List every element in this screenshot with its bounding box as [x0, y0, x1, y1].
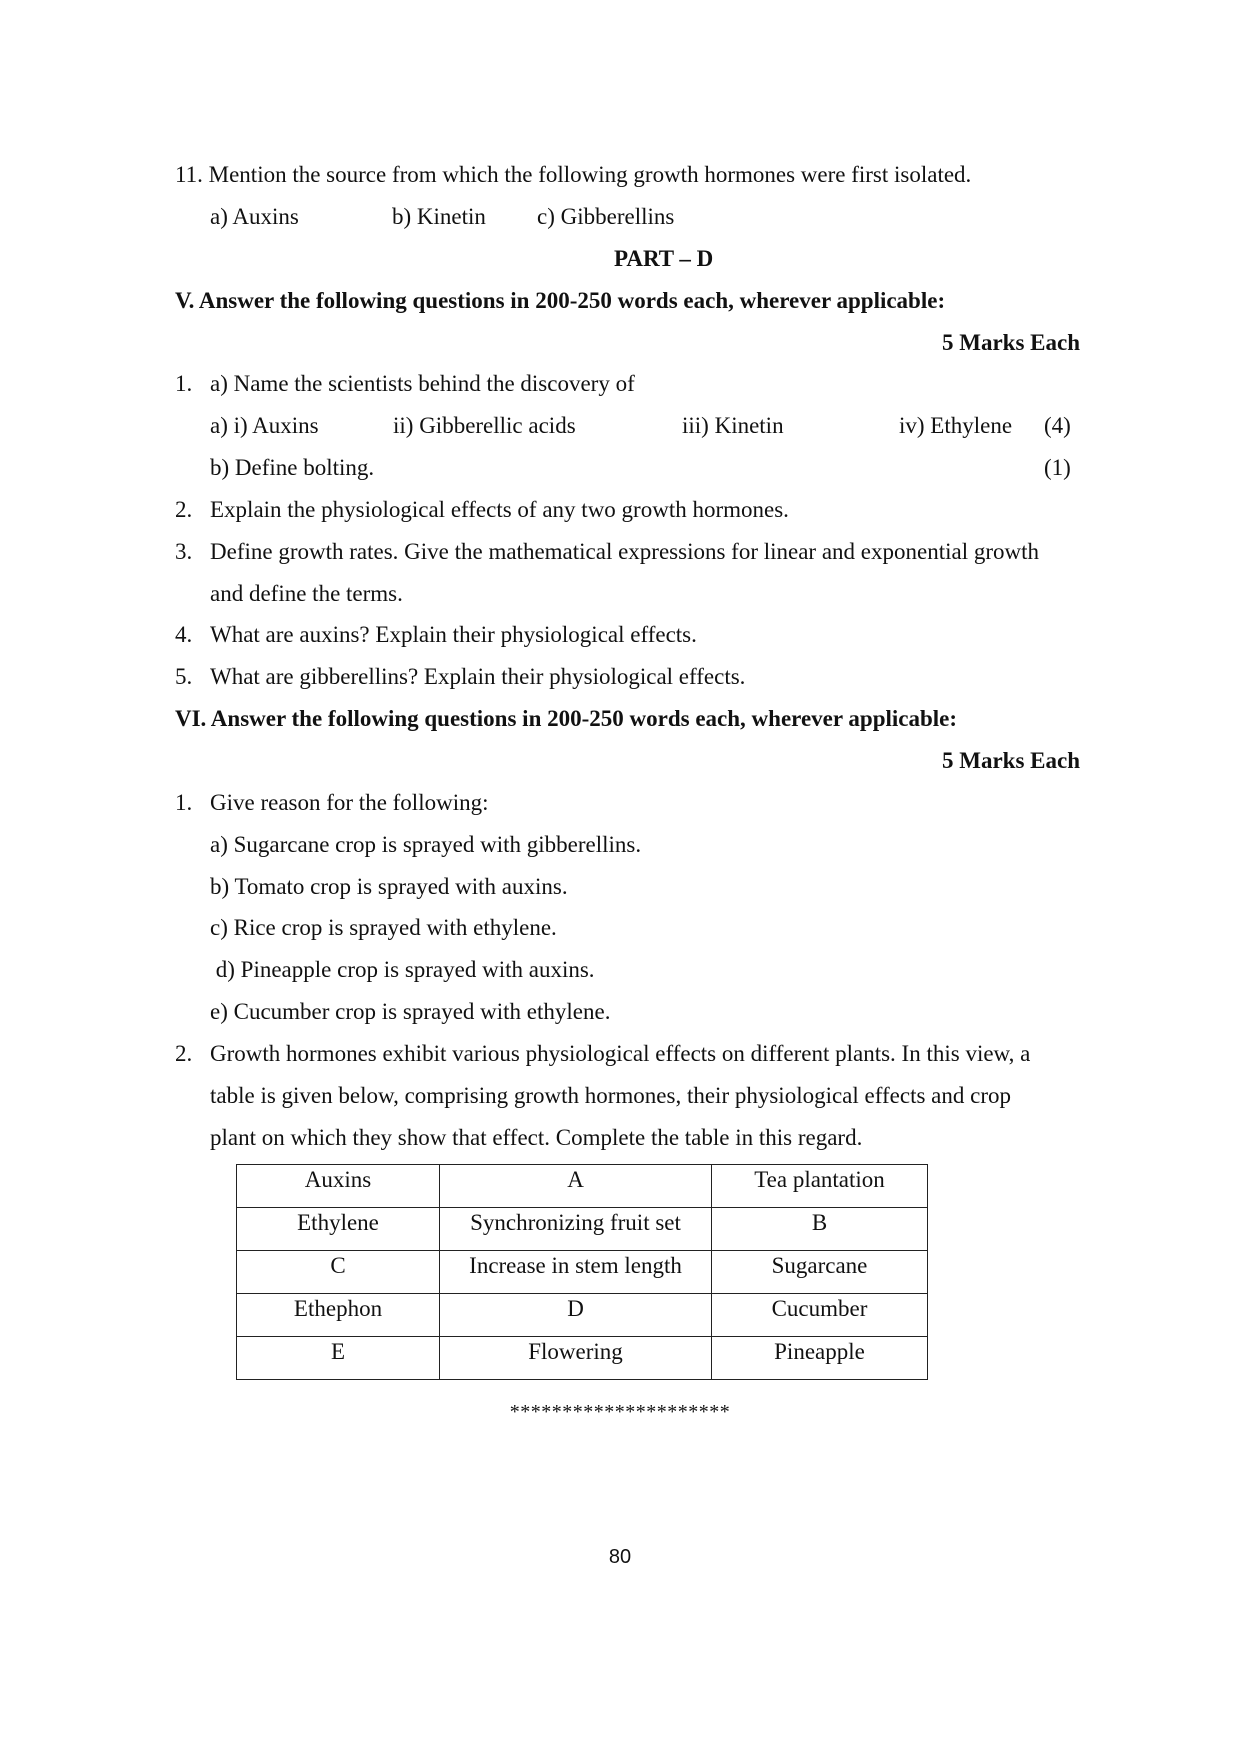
table-cell: Synchronizing fruit set: [440, 1208, 712, 1251]
s6-q1-a: a) Sugarcane crop is sprayed with gibberellins.: [210, 832, 642, 857]
part-d-heading: PART – D: [614, 246, 714, 271]
hormone-table: [236, 1164, 928, 1380]
table-cell: Ethylene: [237, 1208, 440, 1251]
table-cell: Auxins: [237, 1165, 440, 1208]
s6-q1-number: 1.: [175, 790, 193, 815]
s5-q2-text: Explain the physiological effects of any two growth hormones.: [210, 497, 789, 522]
s6-q2-line-2: table is given below, comprising growth hormones, their physiological effects and crop: [210, 1083, 1011, 1108]
q11-option-b: b) Kinetin: [392, 204, 486, 229]
table-cell: C: [237, 1251, 440, 1294]
s5-q1-option-iii: iii) Kinetin: [682, 413, 784, 438]
section-6-marks: 5 Marks Each: [942, 748, 1080, 773]
s5-q2-number: 2.: [175, 497, 193, 522]
table-cell: Ethephon: [237, 1294, 440, 1337]
s6-q1-b: b) Tomato crop is sprayed with auxins.: [210, 874, 568, 899]
s5-q3-line-2: and define the terms.: [210, 581, 403, 606]
s5-q1-number: 1.: [175, 371, 193, 396]
table-cell: Cucumber: [712, 1294, 928, 1337]
section-5-heading: V. Answer the following questions in 200-250 words each, wherever applicable:: [175, 288, 946, 313]
s5-q1-text: a) Name the scientists behind the discovery of: [210, 371, 635, 396]
end-of-section-stars: *********************: [509, 1401, 731, 1423]
s6-q1-c: c) Rice crop is sprayed with ethylene.: [210, 915, 557, 940]
q11-option-c: c) Gibberellins: [537, 204, 675, 229]
table-cell: D: [440, 1294, 712, 1337]
q11-option-a: a) Auxins: [210, 204, 299, 229]
table-cell: E: [237, 1337, 440, 1380]
s5-q1-mark-b: (1): [1044, 455, 1071, 480]
s6-q2-line-1: Growth hormones exhibit various physiological effects on different plants. In this view, a: [210, 1041, 1031, 1066]
section-6-heading: VI. Answer the following questions in 200-250 words each, wherever applicable:: [175, 706, 958, 731]
s6-q2-number: 2.: [175, 1041, 193, 1066]
table-row: [237, 1337, 928, 1380]
s5-q5-number: 5.: [175, 664, 193, 689]
table-row: [237, 1165, 928, 1208]
s6-q1-text: Give reason for the following:: [210, 790, 489, 815]
s5-q1-option-i: a) i) Auxins: [210, 413, 319, 438]
question-11: 11. Mention the source from which the following growth hormones were first isolated.: [175, 162, 972, 187]
s5-q1-option-iv: iv) Ethylene: [899, 413, 1013, 438]
page-number: 80: [608, 1546, 632, 1568]
table-cell: A: [440, 1165, 712, 1208]
table-cell: Increase in stem length: [440, 1251, 712, 1294]
s5-q1-option-ii: ii) Gibberellic acids: [393, 413, 576, 438]
section-5-marks: 5 Marks Each: [942, 330, 1080, 355]
table-row: [237, 1294, 928, 1337]
table-cell: Sugarcane: [712, 1251, 928, 1294]
table-cell: Pineapple: [712, 1337, 928, 1380]
s5-q4-number: 4.: [175, 622, 193, 647]
table-row: [237, 1208, 928, 1251]
s5-q3-number: 3.: [175, 539, 193, 564]
s5-q1-part-b: b) Define bolting.: [210, 455, 375, 480]
table-cell: B: [712, 1208, 928, 1251]
s6-q1-d: d) Pineapple crop is sprayed with auxins.: [210, 957, 595, 982]
table-row: [237, 1251, 928, 1294]
s5-q3-line-1: Define growth rates. Give the mathematical expressions for linear and exponential growth: [210, 539, 1039, 564]
table-cell: Flowering: [440, 1337, 712, 1380]
s5-q5-text: What are gibberellins? Explain their physiological effects.: [210, 664, 746, 689]
s6-q1-e: e) Cucumber crop is sprayed with ethylene.: [210, 999, 611, 1024]
s6-q2-line-3: plant on which they show that effect. Complete the table in this regard.: [210, 1125, 863, 1150]
table-cell: Tea plantation: [712, 1165, 928, 1208]
s5-q4-text: What are auxins? Explain their physiological effects.: [210, 622, 697, 647]
s5-q1-mark-a: (4): [1044, 413, 1071, 438]
